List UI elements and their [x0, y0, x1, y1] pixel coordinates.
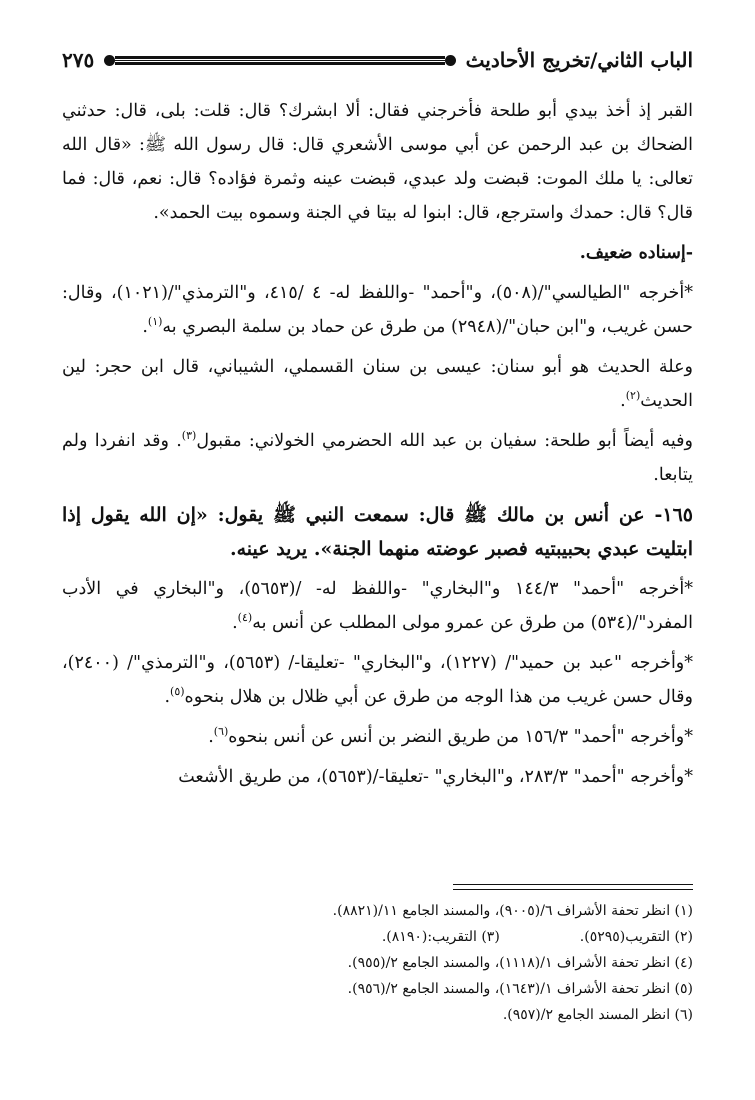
sentence-end: . وقد انفردا ولم يتابعا.	[62, 431, 693, 485]
footnote-ref-6: (٦)	[213, 725, 229, 739]
footnote-ref-5: (٥)	[170, 685, 185, 699]
paragraph-takhrij-1: *أخرجه "الطيالسي"/(٥٠٨)، و"أحمد" -واللفظ له- ٤ /٤١٥، و"الترمذي"/(١٠٢١)، وقال: حسن غريب، و"ابن حبان"/(٢٩٤٨) من طرق عن حماد بن سلمة البصري به$^{(١)}$.	[62, 283, 693, 337]
takhrij-1-text: *أخرجه "الطيالسي"/(٥٠٨)، و"أحمد" -واللفظ له- ٤ /٤١٥، و"الترمذي"/(١٠٢١)، وقال: حسن غريب، و"ابن حبان"/(٢٩٤٨) من طرق عن حماد بن سلمة البصري به	[62, 283, 693, 337]
rule-knob-right	[445, 55, 456, 66]
footnote-6: (٦) انظر المسند الجامع ٢/(٩٥٧).	[502, 1007, 693, 1023]
footnote-ref-3: (٣)	[181, 429, 197, 443]
header-rule	[104, 55, 455, 66]
footnote-pair	[62, 924, 693, 950]
main-text	[62, 94, 693, 794]
footnote-rule	[453, 884, 693, 890]
paragraph-illa: وعلة الحديث هو أبو سنان: عيسى بن سنان القسملي، الشيباني، قال ابن حجر: لين الحديث$^{(٢)}$.	[62, 357, 693, 411]
double-rule	[115, 56, 444, 65]
footnotes	[62, 884, 693, 1028]
paragraph-takhrij-3: *وأخرجه "عبد بن حميد"/ (١٢٢٧)، و"البخاري" -تعليقا-/ (٥٦٥٣)، و"الترمذي"/ (٢٤٠٠)، وقال حسن غريب من هذا الوجه من طرق عن أبي ظلال بن هلال بنحوه$^{(٥)}$.	[62, 653, 694, 707]
paragraph-abu-talha	[62, 424, 693, 492]
footnote-5: (٥) انظر تحفة الأشراف ١/(١٦٤٣)، والمسند الجامع ٢/(٩٥٦).	[347, 981, 693, 997]
running-header	[62, 40, 693, 80]
takhrij-2-text: *أخرجه "أحمد" ١٤٤/٣ و"البخاري" -واللفظ له- /(٥٦٥٣)، و"البخاري في الأدب المفرد"/(٥٣٤) من طرق عن عمرو مولى المطلب عن أنس به	[62, 579, 694, 633]
footnote-2: (٢) التقريب(٥٢٩٥).	[579, 929, 693, 945]
paragraph-takhrij-4: *وأخرجه "أحمد" ١٥٦/٣ من طريق النضر بن أنس عن أنس بنحوه$^{(٦)}$.	[208, 725, 693, 747]
footnote-4: (٤) انظر تحفة الأشراف ١/(١١١٨)، والمسند الجامع ٢/(٩٥٥).	[347, 955, 693, 971]
footnote-3: (٣) التقريب:(٨١٩٠).	[381, 929, 500, 945]
paragraph-takhrij-2: *أخرجه "أحمد" ١٤٤/٣ و"البخاري" -واللفظ له- /(٥٦٥٣)، و"البخاري في الأدب المفرد"/(٥٣٤) من طرق عن عمرو مولى المطلب عن أنس به$^{(٤)}$.	[62, 579, 694, 633]
illa-text: وعلة الحديث هو أبو سنان: عيسى بن سنان القسملي، الشيباني، قال ابن حجر: لين الحديث	[62, 357, 693, 411]
takhrij-3-text: *وأخرجه "عبد بن حميد"/ (١٢٢٧)، و"البخاري" -تعليقا-/ (٥٦٥٣)، و"الترمذي"/ (٢٤٠٠)، وقال حسن غريب من هذا الوجه من طرق عن أبي ظلال بن هلال بنحوه	[62, 653, 694, 707]
footnote-ref-4: (٤)	[237, 611, 253, 625]
paragraph-takhrij-5: *وأخرجه "أحمد" ٢٨٣/٣، و"البخاري" -تعليقا-/(٥٦٥٣)، من طريق الأشعث	[178, 767, 693, 787]
rule-knob-left	[104, 55, 115, 66]
isnad-verdict: -إسناده ضعيف.	[579, 243, 693, 263]
footnote-1: (١) انظر تحفة الأشراف ٦/(٩٠٠٥)، والمسند الجامع ١١/(٨٨٢١).	[332, 903, 693, 919]
takhrij-4-text: *وأخرجه "أحمد" ١٥٦/٣ من طريق النضر بن أنس عن أنس بنحوه	[228, 727, 693, 747]
page-number: ٢٧٥	[62, 48, 95, 72]
paragraph-hadith-continuation: القبر إذ أخذ بيدي أبو طلحة فأخرجني فقال: ألا ابشرك؟ قال: قلت: بلى، قال: حدثني الضحاك بن عبد الرحمن عن أبي موسى الأشعري قال: قال رسول الله ﷺ: «قال الله تعالى: يا ملك الموت: قبضت ولد عبدي، قبضت عينه وثمرة فؤاده؟ قال: نعم، قال: فما قال؟ قال: حمدك واسترجع، قال: ابنوا له بيتا في الجنة وسموه بيت الحمد».	[62, 101, 693, 223]
hadith-165: ١٦٥- عن أنس بن مالك ﷺ قال: سمعت النبي ﷺ يقول: «إن الله يقول إذا ابتليت عبدي بحبيبتيه فصبر عوضته منهما الجنة». يريد عينه.	[62, 504, 693, 560]
footnote-ref-2: (٢)	[625, 389, 641, 403]
chapter-title: الباب الثاني/تخريج الأحاديث	[465, 48, 693, 72]
footnote-ref-1: (١)	[147, 315, 163, 329]
abu-talha-text: وفيه أيضاً أبو طلحة: سفيان بن عبد الله الحضرمي الخولاني: مقبول	[196, 431, 693, 451]
